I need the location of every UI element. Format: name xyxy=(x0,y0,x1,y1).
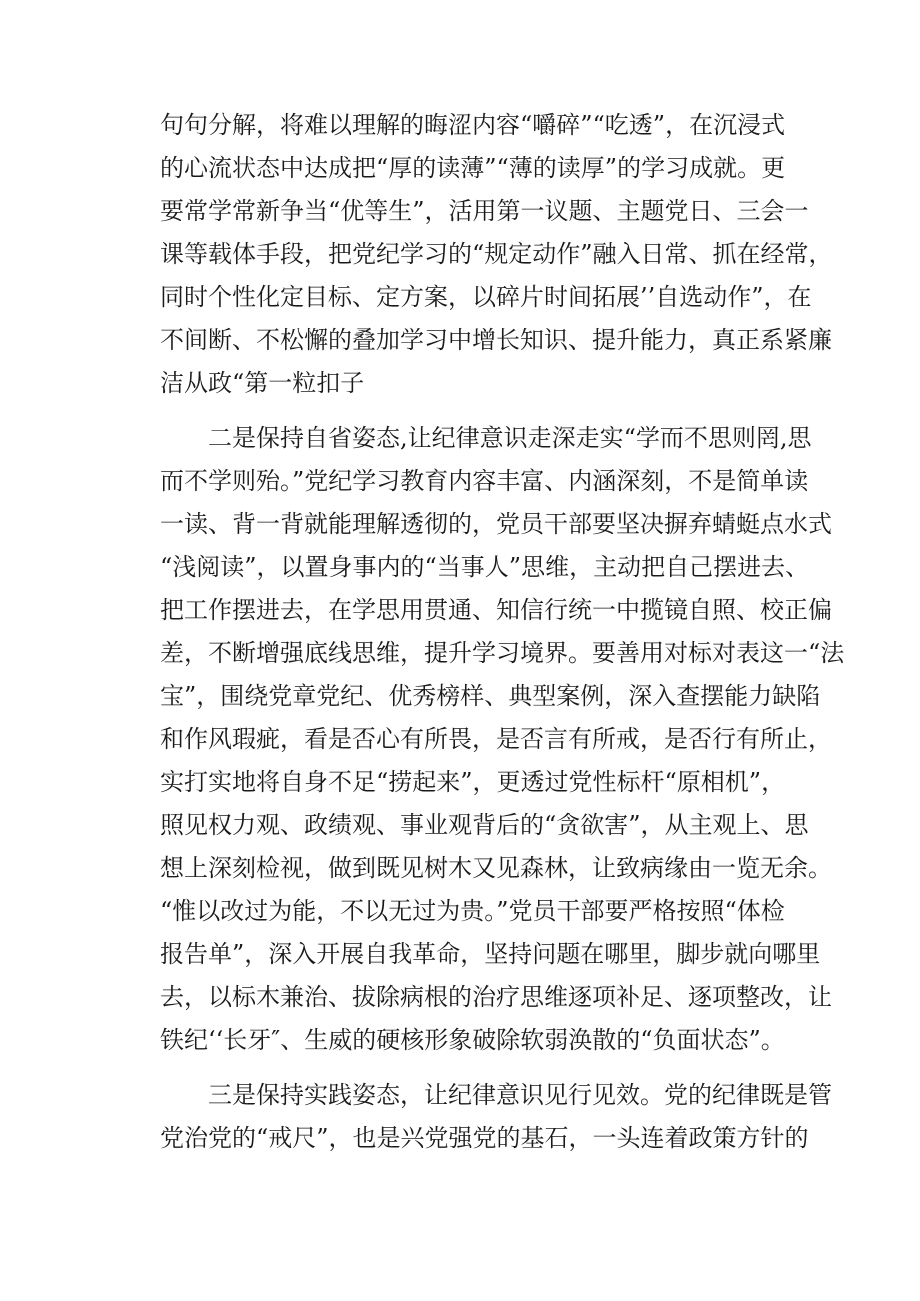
text-line-2: 的心流状态中达成把“厚的读薄”“薄的读厚”的学习成就。更 xyxy=(160,154,786,182)
text-line-22: 铁纪‘‘长牙″、生威的硬核形象破除软弱涣散的“负面状态”。 xyxy=(160,1026,785,1054)
text-line-16: 实打实地将自身不足“捞起来”，更透过党性标杆“原相机”， xyxy=(160,768,786,796)
text-line-7: 洁从政“第一粒扣子 xyxy=(160,369,365,397)
text-line-10: 一读、背一背就能理解透彻的，党员干部要坚决摒弃蜻蜓点水式 xyxy=(160,510,832,538)
text-line-24: 党治党的“戒尺”，也是兴党强党的基石，一头连着政策方针的 xyxy=(160,1124,809,1152)
text-line-8: 二是保持自省姿态,让纪律意识走深走实“学而不思则罔,思 xyxy=(208,424,812,452)
text-line-15: 和作风瑕疵，看是否心有所畏，是否言有所戒，是否行有所止， xyxy=(160,725,832,753)
text-line-11: “浅阅读”，以置身事内的“当事人”思维，主动把自己摆进去、 xyxy=(160,553,810,581)
text-line-4: 课等载体手段，把党纪学习的“规定动作”融入日常、抓在经常， xyxy=(160,240,833,268)
text-line-6: 不间断、不松懈的叠加学习中增长知识、提升能力，真正系紧廉 xyxy=(160,326,832,354)
text-line-18: 想上深刻检视，做到既见树木又见森林，让致病缘由一览无余。 xyxy=(160,854,832,882)
text-line-9: 而不学则殆。”党纪学习教育内容丰富、内涵深刻，不是简单读 xyxy=(160,467,809,495)
text-line-17: 照见权力观、政绩观、事业观背后的“贪欲害”，从主观上、思 xyxy=(160,811,809,839)
text-line-21: 去，以标木兼治、拔除病根的治疗思维逐项补足、逐项整改，让 xyxy=(160,983,832,1011)
text-line-23: 三是保持实践姿态，让纪律意识见行见效。党的纪律既是管 xyxy=(208,1081,832,1109)
text-line-13: 差，不断增强底线思维，提升学习境界。要善用对标对表这一“法 xyxy=(160,639,845,667)
text-line-19: “惟以改过为能，不以无过为贵。”党员干部要严格按照“体检 xyxy=(160,897,785,925)
text-line-5: 同时个性化定目标、定方案，以碎片时间拓展’’自选动作”，在 xyxy=(160,283,812,311)
text-line-1: 句句分解，将难以理解的晦涩内容“嚼碎”“吃透”，在沉浸式 xyxy=(160,111,786,139)
text-line-12: 把工作摆进去，在学思用贯通、知信行统一中揽镜自照、校正偏 xyxy=(160,596,832,624)
text-line-14: 宝”，围绕党章党纪、优秀榜样、典型案例，深入查摆能力缺陷 xyxy=(160,682,821,710)
text-line-20: 报告单”，深入开展自我革命，坚持问题在哪里，脚步就向哪里 xyxy=(160,940,821,968)
text-line-3: 要常学常新争当“优等生”，活用第一议题、主题党日、三会一 xyxy=(160,197,809,225)
